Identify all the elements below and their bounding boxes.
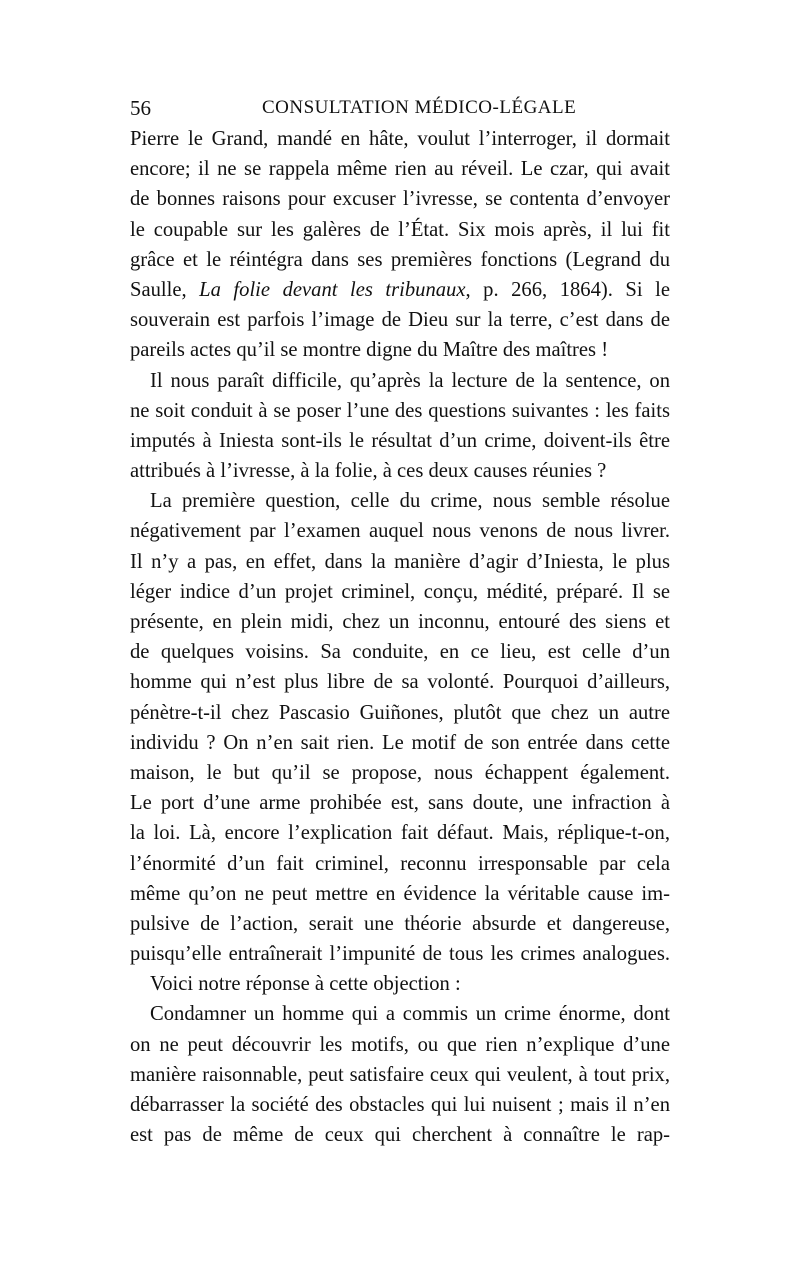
text-line: manière raisonnable, peut satisfaire ceux qui veulent, à tout prix, xyxy=(130,1063,670,1086)
text-line: pulsive de l’action, serait une théorie absurde et dangereuse, xyxy=(130,912,670,935)
text-line: de bonnes raisons pour excuser l’ivresse, se contenta d’envoyer xyxy=(130,188,670,211)
text-line: homme qui n’est plus libre de sa volonté. Pourquoi d’ailleurs, xyxy=(130,671,670,694)
text-line: pareils actes qu’il se montre digne du Maître des maîtres ! xyxy=(130,339,609,362)
text-line: l’énormité d’un fait criminel, reconnu irresponsable par cela xyxy=(130,852,670,875)
text-line: La première question, celle du crime, nous semble résolue xyxy=(150,490,670,513)
text-line: Pierre le Grand, mandé en hâte, voulut l’interroger, il dormait xyxy=(130,128,670,150)
text-line: souverain est parfois l’image de Dieu sur la terre, c’est dans de xyxy=(130,309,670,332)
text-line: négativement par l’examen auquel nous venons de nous livrer. xyxy=(130,520,670,543)
text-line: présente, en plein midi, chez un inconnu, entouré des siens et xyxy=(130,611,670,633)
text-line: le coupable sur les galères de l’État. Six mois après, il lui fit xyxy=(130,218,670,241)
text-line xyxy=(130,275,670,305)
text-line: débarrasser la société des obstacles qui lui nuisent ; mais il n’en xyxy=(130,1094,670,1116)
text-line: même qu’on ne peut mettre en évidence la véritable cause im- xyxy=(130,882,670,905)
running-head xyxy=(130,93,670,123)
text-line: Voici notre réponse à cette objection : xyxy=(150,973,461,996)
running-title: CONSULTATION MÉDICO-LÉGALE xyxy=(262,97,577,118)
text-line: Condamner un homme qui a commis un crime énorme, dont xyxy=(150,1003,670,1026)
text-line: on ne peut découvrir les motifs, ou que rien n’explique d’une xyxy=(130,1033,670,1056)
text-line: individu ? On n’en sait rien. Le motif de son entrée dans cette xyxy=(130,731,670,754)
text-line: pénètre-t-il chez Pascasio Guiñones, plutôt que chez un autre xyxy=(130,701,670,724)
text-line: Le port d’une arme prohibée est, sans doute, une infraction à xyxy=(130,792,670,815)
text-line: léger indice d’un projet criminel, conçu, médité, préparé. Il se xyxy=(130,580,670,603)
text-line: puisqu’elle entraînerait l’impunité de tous les crimes analogues. xyxy=(130,943,670,966)
book-title-citation: La folie devant les tribunaux xyxy=(199,278,466,301)
text-line: encore; il ne se rappela même rien au réveil. Le czar, qui avait xyxy=(130,158,670,181)
text-line: maison, le but qu’il se propose, nous échappent également. xyxy=(130,761,670,784)
text-line: grâce et le réintégra dans ses premières fonctions (Legrand du xyxy=(130,248,670,271)
text-line: de quelques voisins. Sa conduite, en ce lieu, est celle d’un xyxy=(130,641,670,664)
text-line: ne soit conduit à se poser l’une des questions suivantes : les faits xyxy=(130,399,670,422)
text-segment: Saulle, xyxy=(130,278,200,301)
text-line: attribués à l’ivresse, à la folie, à ces deux causes réunies ? xyxy=(130,460,607,483)
text-line: est pas de même de ceux qui cherchent à connaître le rap- xyxy=(130,1124,670,1147)
text-line: imputés à Iniesta sont-ils le résultat d’un crime, doivent-ils être xyxy=(130,429,670,452)
text-line: la loi. Là, encore l’explication fait défaut. Mais, réplique-t-on, xyxy=(130,822,670,845)
book-page xyxy=(130,93,670,1150)
text-segment: , p. 266, 1864). Si le xyxy=(465,278,670,301)
body-text xyxy=(130,124,670,1150)
page-number: 56 xyxy=(130,96,151,120)
text-line: Il n’y a pas, en effet, dans la manière d’agir d’Iniesta, le plus xyxy=(130,550,670,573)
text-line: Il nous paraît difficile, qu’après la lecture de la sentence, on xyxy=(150,369,670,392)
